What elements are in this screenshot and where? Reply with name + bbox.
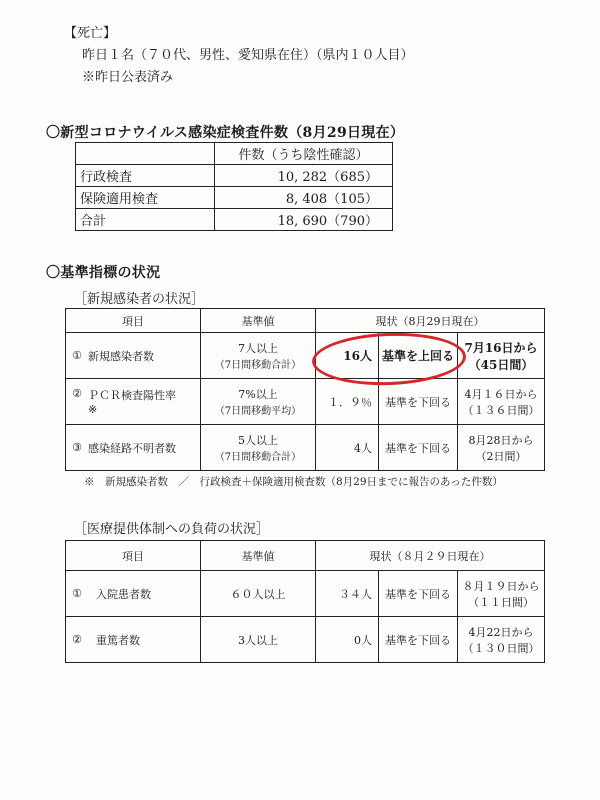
indicators-table [65, 308, 545, 471]
death-detail: 昨日１名（７０代、男性、愛知県在住）（県内１０人目） [82, 48, 414, 63]
tests-row-label: 保険適用検査 [76, 187, 215, 209]
row-name-cell [88, 379, 201, 425]
row-compare: 基準を下回る [379, 617, 458, 663]
death-title: 【死亡】 [64, 26, 117, 41]
row-name: 感染経路不明者数 [88, 425, 201, 471]
standard-value: 7%以上 [238, 388, 278, 401]
tests-row-value: 8, 408（105） [215, 187, 393, 209]
tests-row-value: 18, 690（790） [215, 209, 393, 231]
medical-table [65, 540, 545, 663]
table-row [66, 617, 545, 663]
medical-subtitle: ［医療提供体制への負荷の状況］ [74, 522, 270, 537]
since-date: ８月１９日から [462, 579, 540, 593]
death-note: ※昨日公表済み [82, 70, 174, 85]
row-compare: 基準を下回る [379, 425, 458, 471]
row-name: 新規感染者数 [88, 333, 201, 379]
table-row [76, 187, 393, 209]
table-row [66, 333, 545, 379]
table-row [76, 143, 393, 165]
standard-value: 7人以上 [238, 342, 278, 355]
standard-value: 5人以上 [238, 434, 278, 447]
header-status: 現状（8月29日現在） [316, 309, 545, 333]
tests-row-label: 合計 [76, 209, 215, 231]
since-days: （45日間） [468, 357, 534, 372]
row-name: ＰＣＲ検査陽性率 [88, 389, 176, 402]
row-standard: ６０人以上 [201, 571, 316, 617]
row-value: ３４人 [316, 571, 379, 617]
header-item: 項目 [66, 309, 201, 333]
row-value: 16人 [316, 333, 379, 379]
since-date: 7月16日から [464, 340, 538, 355]
tests-row-value: 10, 282（685） [215, 165, 393, 187]
row-number: ② [66, 617, 89, 663]
row-compare: 基準を上回る [379, 333, 458, 379]
standard-note: （7日間移動合計） [214, 452, 302, 463]
standard-note: （7日間移動平均） [214, 406, 302, 417]
standard-note: （7日間移動合計） [214, 360, 302, 371]
row-number: ① [66, 571, 89, 617]
row-number: ② [66, 379, 89, 425]
table-row [76, 209, 393, 231]
indicators-subtitle: ［新規感染者の状況］ [74, 292, 205, 307]
tests-header: 件数（うち陰性確認） [215, 143, 393, 165]
table-row [76, 165, 393, 187]
since-date: 8月28日から [468, 433, 534, 447]
row-compare: 基準を下回る [379, 571, 458, 617]
row-since [458, 571, 545, 617]
row-standard [201, 333, 316, 379]
since-date: 4月22日から [468, 625, 534, 639]
table-row [66, 379, 545, 425]
header-standard: 基準値 [201, 541, 316, 571]
row-since [458, 379, 545, 425]
table-row [66, 425, 545, 471]
indicators-heading: 〇基準指標の状況 [46, 265, 161, 281]
row-name: 重篤者数 [88, 617, 201, 663]
tests-table [75, 142, 393, 231]
header-status: 現状（８月２９日現在） [316, 541, 545, 571]
since-days: （１３６日間） [462, 403, 540, 417]
tests-row-label: 行政検査 [76, 165, 215, 187]
since-days: （2日間） [475, 449, 527, 463]
indicators-note: ※ 新規感染者数 ／ 行政検査＋保険適用検査数（8月29日までに報告のあった件数） [84, 476, 503, 488]
row-standard [201, 425, 316, 471]
row-value: 4人 [316, 425, 379, 471]
row-since [458, 425, 545, 471]
row-value: １．９％ [316, 379, 379, 425]
table-row [66, 309, 545, 333]
since-days: （１３０日間） [462, 641, 540, 655]
row-number: ③ [66, 425, 89, 471]
tests-heading: 〇新型コロナウイルス感染症検査件数（8月29日現在） [46, 125, 405, 141]
row-number: ① [66, 333, 89, 379]
row-standard: 3人以上 [201, 617, 316, 663]
row-standard [201, 379, 316, 425]
row-compare: 基準を下回る [379, 379, 458, 425]
row-since [458, 333, 545, 379]
row-since [458, 617, 545, 663]
row-name: 入院患者数 [88, 571, 201, 617]
table-row [66, 571, 545, 617]
since-days: （１１日間） [468, 595, 534, 609]
row-name-note: ※ [88, 403, 98, 416]
header-standard: 基準値 [201, 309, 316, 333]
row-value: 0人 [316, 617, 379, 663]
header-item: 項目 [66, 541, 201, 571]
table-row [66, 541, 545, 571]
since-date: 4月１６日から [464, 387, 538, 401]
